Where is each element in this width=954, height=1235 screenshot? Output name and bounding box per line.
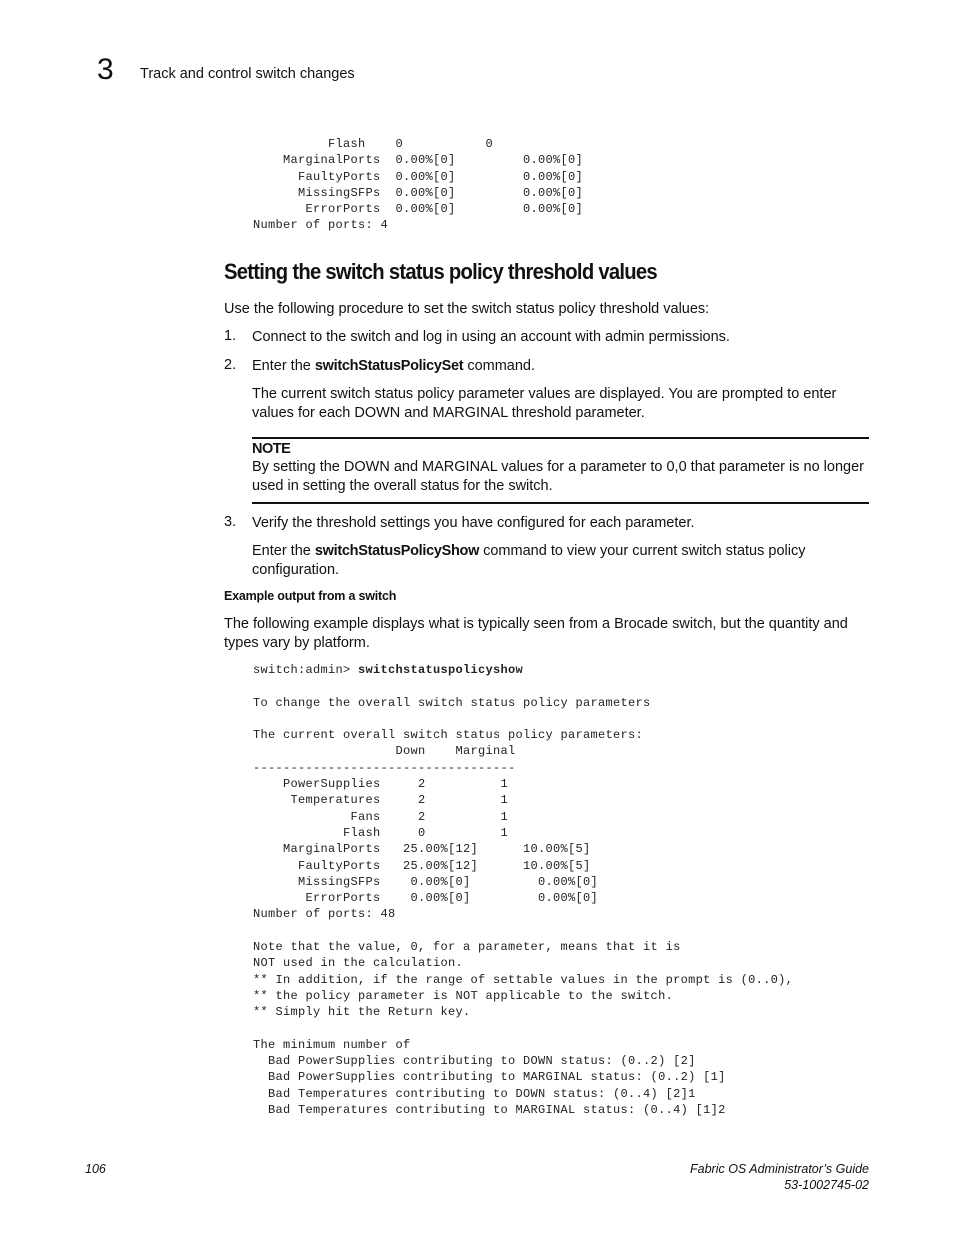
page-number: 106	[85, 1162, 106, 1176]
cli-command: switchstatuspolicyshow	[358, 663, 524, 677]
note-label: NOTE	[252, 441, 291, 457]
step-text	[252, 357, 872, 376]
step-text: Connect to the switch and log in using an account with admin permissions.	[252, 329, 730, 345]
guide-title: Fabric OS Administrator’s Guide	[690, 1162, 869, 1176]
code-block-top: Flash 0 0 MarginalPorts 0.00%[0] 0.00%[0] FaultyPorts 0.00%[0] 0.00%[0] MissingSFPs 0.00%[0] 0.00%[0] ErrorPorts 0.00%[0] 0.00%[0] Number of ports: 4	[253, 137, 584, 233]
chapter-title: Track and control switch changes	[140, 66, 355, 82]
step-text: Verify the threshold settings you have configured for each parameter.	[252, 515, 695, 531]
section-heading: Setting the switch status policy threshold values	[224, 259, 657, 284]
step-text-suffix: command.	[463, 358, 536, 374]
step-number: 3.	[224, 514, 237, 530]
code-block-example	[253, 662, 793, 1118]
cli-output: To change the overall switch status policy parameters The current overall switch status policy parameters: Down Marginal ----------------------------------- PowerSupplies 2 1 Temperatures 2 1 Fans 2 1 Flash 0 1 MarginalPorts 25.00%[12] 10.00%[5] FaultyPorts 25.00%[12] 10.00%[5] MissingSFPs 0.00%[0] 0.00%[0] ErrorPorts 0.00%[0] 0.00%[0] Number of ports: 48 Note that the value, 0, for a parameter, means that it is NOT used in the calculation. ** In addition, if the range of settable values in the prompt is (0..0), ** the policy parameter is NOT applicable to the switch. ** Simply hit the Return key. The minimum number of Bad PowerSupplies contributing to DOWN status: (0..2) [2] Bad PowerSupplies contributing to MARGINAL status: (0..2) [1] Bad Temperatures contributing to DOWN status: (0..4) [2]1 Bad Temperatures contributing to MARGINAL status: (0..4) [1]2	[253, 695, 794, 1118]
step-number: 2.	[224, 357, 237, 373]
section-intro: Use the following procedure to set the switch status policy threshold values:	[224, 301, 710, 317]
cli-prompt: switch:admin>	[253, 663, 359, 677]
step-number: 1.	[224, 328, 237, 344]
example-heading: Example output from a switch	[224, 589, 397, 603]
command-name: switchStatusPolicySet	[314, 358, 464, 374]
doc-number: 53-1002745-02	[784, 1178, 869, 1192]
chapter-number: 3	[97, 53, 114, 86]
step-detail	[252, 542, 842, 579]
note-text: By setting the DOWN and MARGINAL values for a parameter to 0,0 that parameter is no longer used in setting the overall status for the switch.	[252, 459, 864, 494]
command-name: switchStatusPolicyShow	[314, 543, 480, 559]
step-detail: The current switch status policy parameter values are displayed. You are prompted to enter values for each DOWN and MARGINAL threshold parameter.	[252, 386, 837, 421]
example-intro: The following example displays what is typically seen from a Brocade switch, but the quantity and types vary by platform.	[224, 616, 848, 651]
step-text-prefix: Enter the	[252, 358, 315, 374]
step-detail-prefix: Enter the	[252, 543, 315, 559]
step-detail-suffix: command to view your current switch status policy configuration.	[252, 543, 806, 578]
